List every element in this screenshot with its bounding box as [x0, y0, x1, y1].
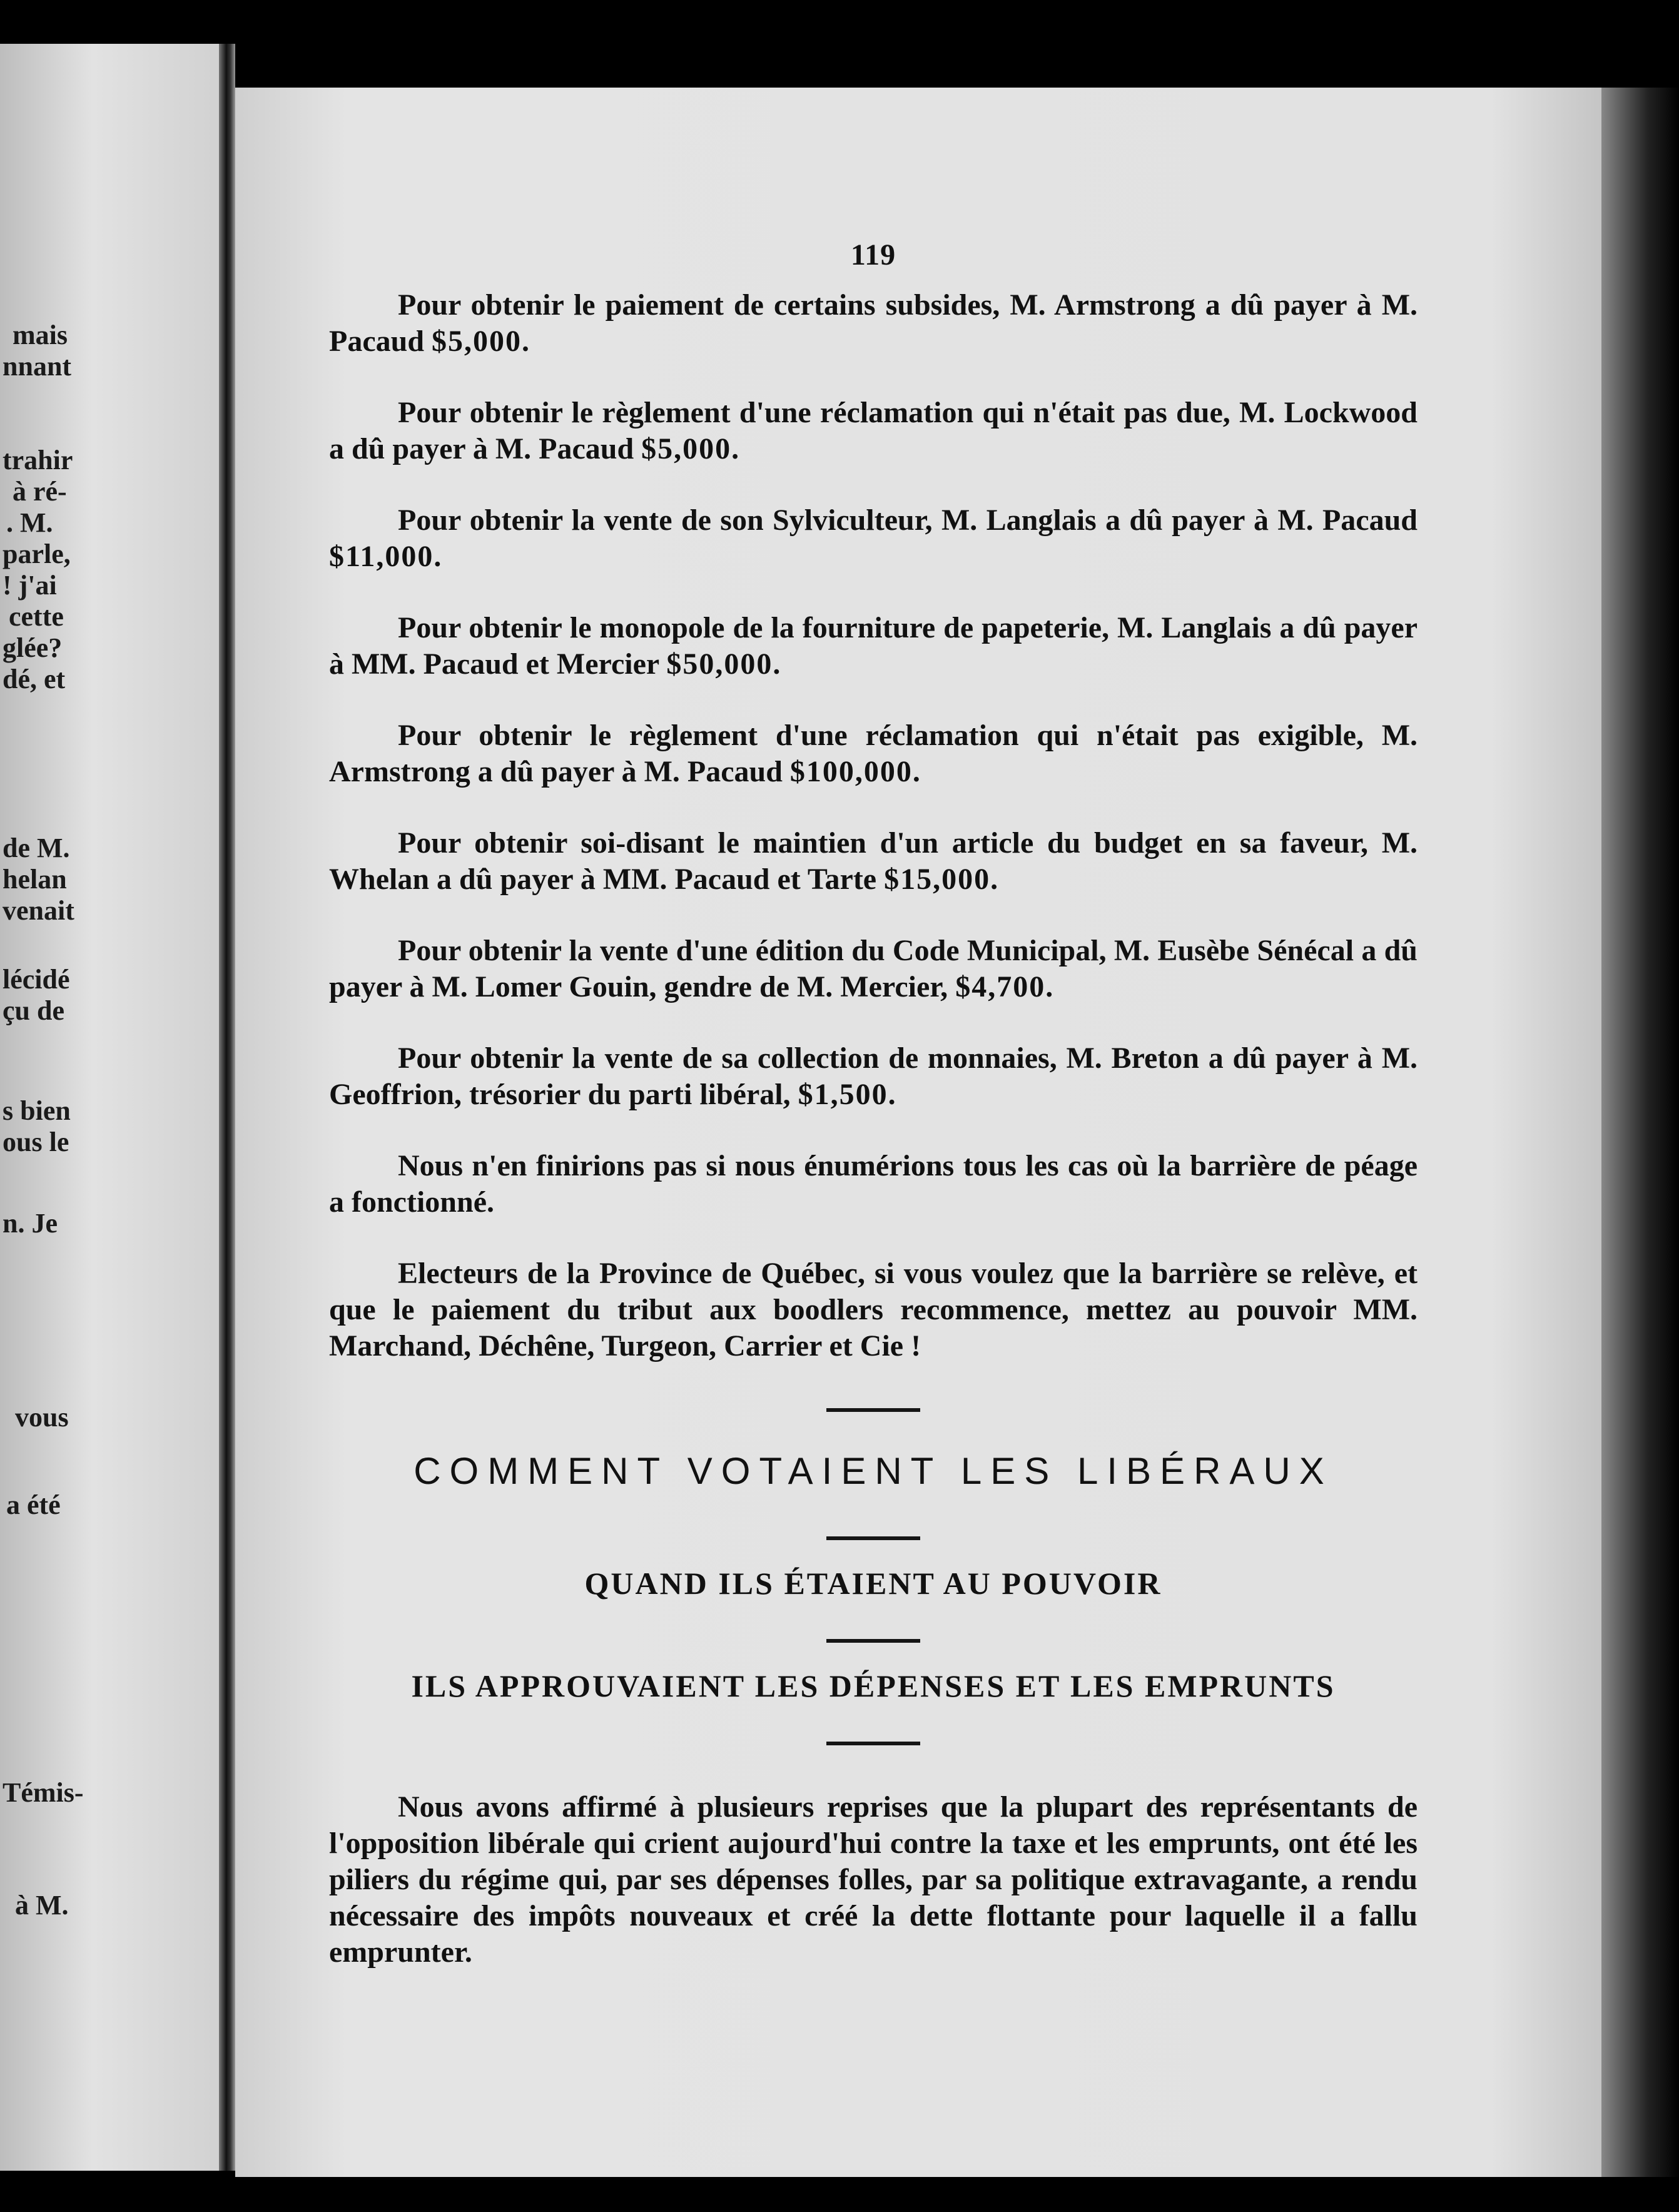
paragraph — [329, 395, 1418, 467]
left-fragment: . M. — [6, 507, 53, 538]
page-content — [329, 238, 1418, 2006]
paragraph-text: Pour obtenir le monopole de la fourniture de papeterie, M. Langlais a dû payer à MM. Pacaud et Mercier — [329, 611, 1418, 681]
left-fragment: n. Je — [3, 1208, 58, 1239]
section-subheading: QUAND ILS ÉTAIENT AU POUVOIR — [584, 1566, 1162, 1601]
book-spine — [219, 44, 235, 2171]
paragraph-amount: $11,000. — [329, 540, 443, 573]
paragraph-amount: $15,000. — [884, 863, 1000, 896]
left-fragment: trahir — [3, 445, 73, 475]
left-fragment: cette — [9, 601, 64, 632]
section-divider — [826, 1639, 920, 1643]
left-fragment: lécidé — [3, 964, 70, 995]
paragraph — [329, 287, 1418, 360]
paragraph — [329, 1040, 1418, 1113]
left-fragment: de M. — [3, 833, 70, 863]
section-heading: COMMENT VOTAIENT LES LIBÉRAUX — [413, 1450, 1333, 1492]
final-paragraph: Nous avons affirmé à plusieurs reprises que la plupart des représentants de l'opposition libérale qui crient aujourd'hui contre la taxe et les emprunts, ont été les piliers du régime qui, par ses dépenses folles, par sa politique extravagante, a rendu nécessaire des impôts nouveaux et créé la dette flottante pour laquelle il a fallu emprunter. — [329, 1790, 1418, 1969]
paragraph-text: Pour obtenir la vente d'une édition du Code Municipal, M. Eusèbe Sénécal a dû payer à M. Lomer Gouin, gendre de M. Mercier, — [329, 934, 1418, 1003]
paragraph-text: Pour obtenir soi-disant le maintien d'un article du budget en sa faveur, M. Whelan a dû payer à MM. Pacaud et Tarte — [329, 826, 1418, 896]
paragraph-amount: $4,700. — [955, 970, 1055, 1003]
left-fragment: nnant — [3, 351, 72, 382]
paragraph — [329, 825, 1418, 898]
paragraph-text: Pour obtenir le règlement d'une réclamation qui n'était pas exigible, M. Armstrong a dû payer à M. Pacaud — [329, 719, 1418, 788]
left-fragment: Témis- — [3, 1777, 84, 1808]
paragraph — [329, 933, 1418, 1005]
section-divider — [826, 1742, 920, 1745]
paragraph — [329, 718, 1418, 790]
page-edge-shadow — [1601, 88, 1679, 2177]
section-divider — [826, 1536, 920, 1540]
paragraph — [329, 502, 1418, 575]
paragraph-amount: $5,000. — [641, 432, 741, 465]
paragraph-amount: $100,000. — [789, 755, 921, 788]
section-divider — [826, 1408, 920, 1412]
left-fragment: helan — [3, 864, 67, 895]
paragraph-text: Pour obtenir la vente de sa collection de monnaies, M. Breton a dû payer à M. Geoffrion, trésorier du parti libéral, — [329, 1042, 1418, 1111]
left-page-edge — [0, 44, 230, 2171]
left-fragment: glée? — [3, 632, 63, 663]
left-fragment: ous le — [3, 1127, 69, 1157]
left-fragment: s bien — [3, 1095, 71, 1126]
left-fragment: vous — [15, 1402, 69, 1433]
left-fragment: à ré- — [13, 476, 67, 507]
left-fragment: à M. — [15, 1890, 69, 1920]
left-fragment: dé, et — [3, 664, 66, 694]
left-fragment: mais — [13, 320, 68, 350]
section-subheading: ILS APPROUVAIENT LES DÉPENSES ET LES EMPRUNTS — [411, 1668, 1336, 1703]
left-fragment: ! j'ai — [3, 570, 57, 601]
paragraph-text: Pour obtenir le règlement d'une réclamation qui n'était pas due, M. Lockwood a dû payer à M. Pacaud — [329, 396, 1418, 465]
paragraph-text: Nous n'en finirions pas si nous énumérions tous les cas où la barrière de péage a fonctionné. — [329, 1149, 1418, 1219]
left-fragment: çu de — [3, 995, 64, 1026]
paragraph — [329, 610, 1418, 682]
paragraph-amount: $1,500. — [798, 1078, 897, 1111]
paragraph-text: Electeurs de la Province de Québec, si vous voulez que la barrière se relève, et que le paiement du tribut aux boodlers recommence, mettez au pouvoir MM. Marchand, Déchêne, Turgeon, Carrier et Cie ! — [329, 1257, 1418, 1362]
page-number: 119 — [850, 238, 896, 271]
paragraph-text: Pour obtenir le paiement de certains subsides, M. Armstrong a dû payer à M. Pacaud — [329, 288, 1418, 358]
left-fragment: parle, — [3, 539, 71, 569]
paragraph-amount: $50,000. — [666, 647, 782, 681]
paragraph-text: Pour obtenir la vente de son Sylviculteur, M. Langlais a dû payer à M. Pacaud — [398, 504, 1418, 537]
paragraph — [329, 1256, 1418, 1364]
left-fragment: a été — [6, 1489, 61, 1520]
paragraph — [329, 1148, 1418, 1220]
left-fragment: venait — [3, 895, 74, 926]
paragraph-amount: $5,000. — [432, 325, 531, 358]
